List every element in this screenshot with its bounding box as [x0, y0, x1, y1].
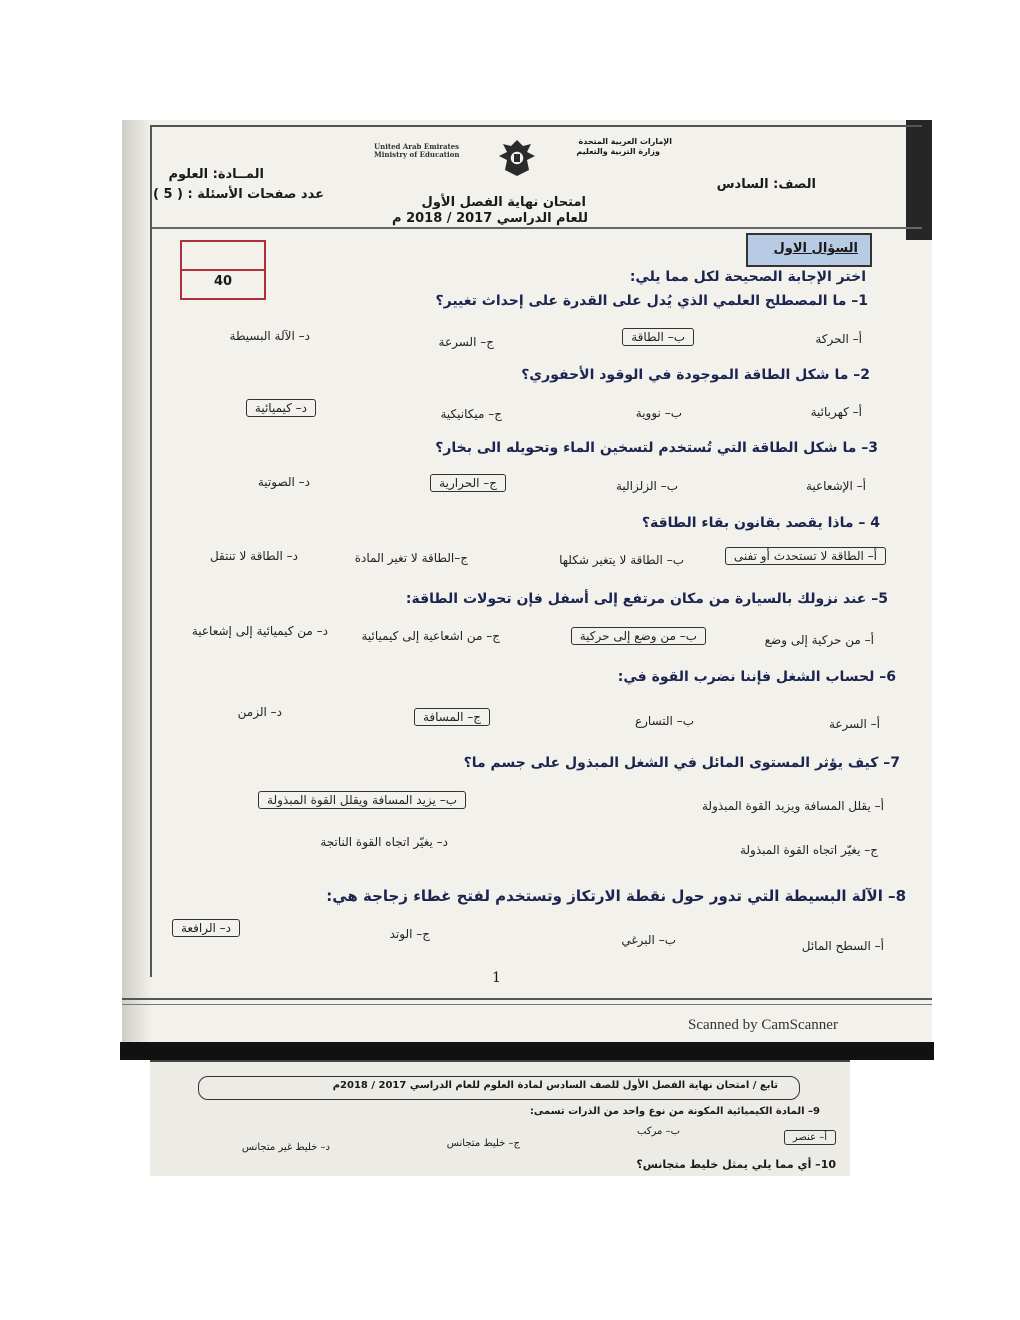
section-title: السؤال الاول: [773, 241, 858, 256]
ministry-english: Ministry of Education: [374, 150, 460, 159]
q6-option-d[interactable]: د– الزمن: [237, 705, 282, 719]
q6-option-c[interactable]: ج– المسافة: [414, 708, 490, 726]
question-10: 10– أي مما يلي يمثل خليط متجانس؟: [636, 1158, 836, 1171]
question-2: 2– ما شكل الطاقة الموجودة في الوقود الأحفوري؟: [521, 367, 870, 383]
q5-option-c[interactable]: ج– من اشعاعية إلى كيميائية: [361, 629, 500, 643]
q1-option-a[interactable]: أ– الحركة: [815, 332, 862, 346]
question-8: 8– الآلة البسيطة التي تدور حول نقطة الارتكاز وتستخدم لفتح غطاء زجاجة هي:: [326, 887, 906, 905]
question-9: 9– المادة الكيميائية المكونة من نوع واحد من الذرات تسمى:: [529, 1106, 820, 1117]
q4-option-c[interactable]: ج–الطاقة لا تغير المادة: [354, 551, 468, 565]
q4-option-b[interactable]: ب– الطاقة لا يتغير شكلها: [559, 553, 684, 567]
header-divider: [152, 227, 922, 229]
q8-option-a[interactable]: أ– السطح المائل: [801, 939, 884, 953]
score-total: 40: [213, 274, 233, 289]
exam-title: امتحان نهاية الفصل الأول: [421, 195, 586, 210]
page2-header: تابع / امتحان نهاية الفصل الأول للصف السادس لمادة العلوم للعام الدراسي 2017 / 2018م: [332, 1080, 778, 1091]
section-title-box: [746, 233, 872, 267]
ministry-arabic: وزارة التربية والتعليم: [576, 147, 660, 156]
q9-option-a[interactable]: أ– عنصر: [784, 1130, 836, 1145]
q3-option-a[interactable]: أ– الإشعاعية: [805, 479, 866, 493]
exam-page-2-scan: [150, 1060, 850, 1176]
q1-option-c[interactable]: ج– السرعة: [438, 335, 494, 349]
question-3: 3– ما شكل الطاقة التي تُستخدم لتسخين الماء وتحويله الى بخار؟: [435, 440, 878, 456]
q3-option-c[interactable]: ج– الحرارية: [430, 474, 506, 492]
question-4: 4 – ماذا يقصد بقانون بقاء الطاقة؟: [641, 515, 880, 531]
subject-label: المــادة: العلوم: [168, 167, 264, 182]
footer-rule-1: [122, 998, 932, 1000]
uae-english: United Arab Emirates: [374, 142, 460, 151]
q5-option-a[interactable]: أ– من حركية إلى وضع: [764, 633, 874, 647]
uae-emblem-icon: [497, 136, 537, 180]
question-7: 7– كيف يؤثر المستوى المائل في الشغل المبذول على جسم ما؟: [463, 755, 900, 771]
exam-sheet: [150, 125, 922, 977]
footer-rule-2: [122, 1004, 932, 1005]
q6-option-b[interactable]: ب– التسارع: [634, 714, 694, 728]
score-box: [180, 240, 266, 300]
question-6: 6– لحساب الشغل فإننا نضرب القوة في:: [617, 669, 896, 685]
q8-option-c[interactable]: ج– الوتد: [389, 927, 430, 941]
q7-option-d[interactable]: د– يغيّر اتجاه القوة الناتجة: [320, 835, 448, 849]
question-5: 5– عند نزولك بالسيارة من مكان مرتفع إلى أسفل فإن تحولات الطاقة:: [405, 591, 888, 607]
q2-option-a[interactable]: أ– كهربائية: [810, 405, 862, 419]
question-1: 1– ما المصطلح العلمي الذي يُدل على القدرة على إحداث تغيير؟: [435, 293, 868, 309]
page-number: 1: [492, 970, 501, 986]
q7-option-c[interactable]: ج– يغيّر اتجاه القوة المبذولة: [739, 843, 878, 857]
uae-arabic: الإمارات العربية المتحدة: [578, 137, 672, 146]
q5-option-b[interactable]: ب– من وضع إلى حركية: [571, 627, 706, 645]
q3-option-d[interactable]: د– الصوتية: [257, 475, 310, 489]
q7-option-a[interactable]: أ– يقلل المسافة ويزيد القوة المبذولة: [701, 799, 884, 813]
q9-option-b[interactable]: ب– مركب: [636, 1126, 680, 1137]
q2-option-c[interactable]: ج– ميكانيكية: [440, 407, 502, 421]
score-box-divider: [182, 269, 264, 271]
q7-option-b[interactable]: ب– يزيد المسافة ويقلل القوة المبذولة: [258, 791, 466, 809]
pages-count: عدد صفحات الأسئلة : ( 5 ): [153, 187, 324, 202]
q2-option-b[interactable]: ب– نووية: [635, 406, 682, 420]
q9-option-c[interactable]: ج– خليط متجانس: [446, 1138, 520, 1149]
q4-option-a[interactable]: أ– الطاقة لا تستحدث أو تفنى: [725, 547, 886, 565]
q8-option-d[interactable]: د– الرافعة: [172, 919, 240, 937]
q4-option-d[interactable]: د– الطاقة لا تنتقل: [209, 549, 298, 563]
grade-label: الصف: السادس: [716, 177, 816, 192]
section-instruction: اختر الإجابة الصحيحة لكل مما يلي:: [629, 269, 866, 285]
q1-option-d[interactable]: د– الآلة البسيطة: [229, 329, 310, 343]
academic-year: للعام الدراسي 2017 / 2018 م: [392, 211, 588, 226]
q9-option-d[interactable]: د– خليط غير متجانس: [241, 1142, 330, 1153]
scanner-watermark: Scanned by CamScanner: [688, 1017, 838, 1033]
q2-option-d[interactable]: د– كيميائية: [246, 399, 316, 417]
exam-page-scan: [122, 120, 932, 1042]
q5-option-d[interactable]: د– من كيميائية إلى إشعاعية: [191, 624, 328, 638]
q1-option-b[interactable]: ب– الطاقة: [622, 328, 694, 346]
q8-option-b[interactable]: ب– البرغي: [621, 933, 676, 947]
page-separator-bar: [120, 1042, 934, 1060]
q3-option-b[interactable]: ب– الزلزالية: [615, 479, 678, 493]
q6-option-a[interactable]: أ– السرعة: [828, 717, 880, 731]
page2-top-rule: [150, 1060, 850, 1062]
